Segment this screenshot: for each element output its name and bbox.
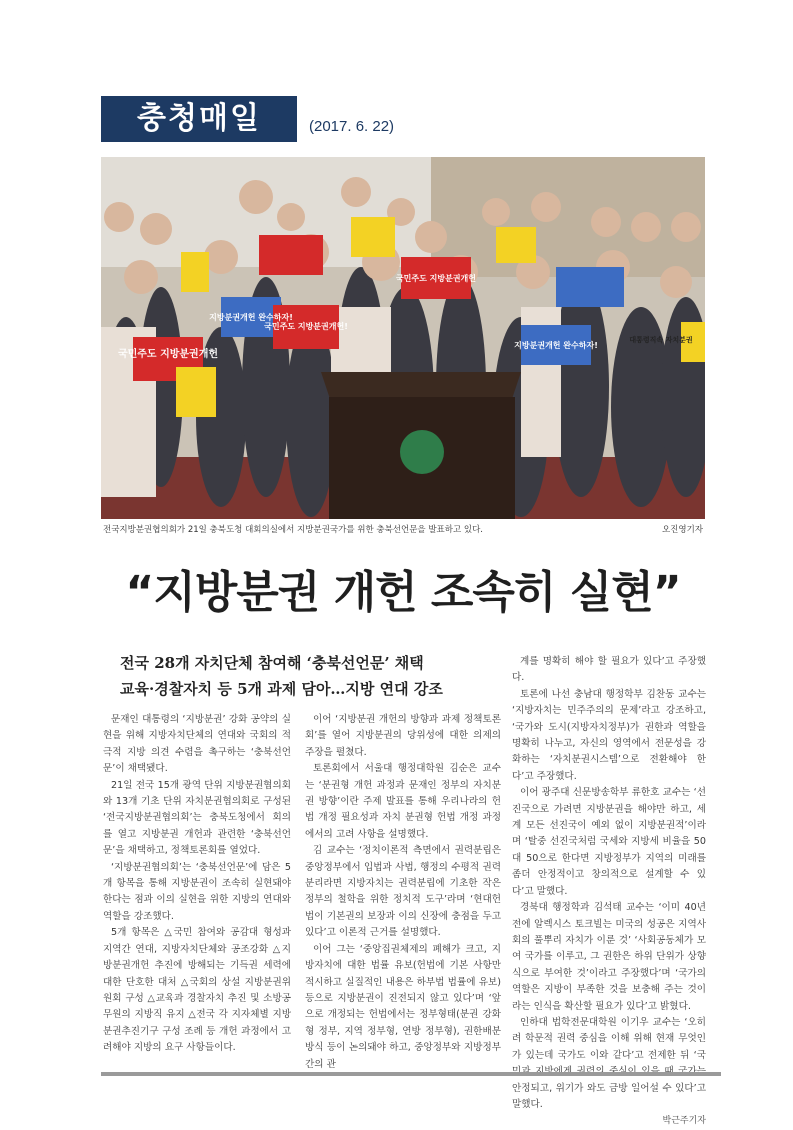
paragraph: 21일 전국 15개 광역 단위 지방분권협의회와 13개 기초 단위 자치분권협의회로 구성된 ‘전국지방분권협의회’는 충북도청에서 회의를 열고 지방분권 개헌과 관련한 ‘충북선언문’을 채택하고, 정책토론회를 열었다. <box>103 779 291 857</box>
paragraph: 계를 명확히 해야 할 필요가 있다’고 주장했다. <box>512 656 706 684</box>
article-column-2 <box>305 712 501 1073</box>
paragraph: ‘지방분권협의회’는 ‘충북선언문’에 담은 5개 항목을 통해 지방분권이 조속히 실현돼야 한다는 점과 이의 실현을 위한 지방의 연대와 역할을 강조했다. <box>103 861 291 922</box>
paragraph: 이어 광주대 신문방송학부 류한호 교수는 ‘선진국으로 가려면 지방분권을 해야만 하고, 세계 모든 선진국이 예외 없이 지방분권적’이라며 ‘탈중 선진국처럼 국세와 지방세 비율을 50대 50으로 한다면 지방정부가 지역의 미래를 좀더 안정적이고 창의적으로 설계할 수 있다’고 말했다. <box>512 787 706 897</box>
bottom-divider <box>101 1072 721 1076</box>
reporter-byline: 박근주기자 <box>662 1116 706 1127</box>
paragraph: 문재인 대통령의 ‘지방분권’ 강화 공약의 실현을 위해 지방자치단체의 연대와 국회의 적극적 지방 의견 수렴을 촉구하는 ‘충북선언문’이 채택됐다. <box>103 714 291 775</box>
caption-text: 전국지방분권협의회가 21일 충북도청 대회의실에서 지방분권국가를 위한 충북선언문을 발표하고 있다. <box>103 525 483 535</box>
subhead-line: 전국 28개 자치단체 참여해 ‘충북선언문’ 채택 <box>120 654 424 672</box>
placard-text: 국민주도 지방분권개헌! <box>264 322 348 331</box>
article-headline: “지방분권 개헌 조속히 실현” <box>125 567 681 618</box>
paragraph: 5개 항목은 △국민 참여와 공감대 형성과 지역간 연대, 지방자치단체와 공조강화 △지방분권개헌 추진에 방해되는 기득권 세력에 대한 단호한 대처 △국회의 상설 지방분권위원회 구성 △교육과 경찰자치 추진 및 소방공무원의 지방직 유지 △전국 각 지자체별 지방분권추진기구 구성 조례 등 개헌 과정에서 고려해야 지방의 요구 사항들이다. <box>103 927 291 1054</box>
paragraph: 이어 ‘지방분권 개헌의 방향과 과제 정책토론회’를 열어 지방분권의 당위성에 대한 의제의 주장을 펼쳤다. <box>305 714 501 758</box>
article-subhead <box>120 650 520 702</box>
placard-text: 대통령직속 자치분권 <box>629 336 693 344</box>
paragraph: 인하대 법학전문대학원 이기우 교수는 ‘오히려 학문적 권력 중심을 이해 위해 현재 무엇인가 있는데 국가도 이와 같다’고 전제한 뒤 ‘국 안정되고, 위기가 와도 금방 일어설 수 있다’고 말했다. <box>512 1016 706 1110</box>
paragraph: 김 교수는 ‘정치이론적 측면에서 권력분립은 중앙정부에서 입법과 사법, 행정의 수평적 권력분리라면 지방자치는 권력분립에 기초한 작은 정부의 철학을 위한 정치적 도구’라며 ‘현대헌법이 기본권의 보장과 이의 신장에 충점을 두고 있다’고 이론적 근거를 설명했다. <box>305 845 501 939</box>
placard-text: 국민주도 지방분권개헌 <box>395 274 477 283</box>
subhead-line: 교육·경찰자치 등 5개 과제 담아…지방 연대 강조 <box>120 680 443 698</box>
placard-text: 국민주도 지방분권개헌 <box>117 349 219 360</box>
placard-text: 지방분권개헌 완수하자! <box>209 313 293 322</box>
article-column-3 <box>512 654 706 1130</box>
news-photo <box>101 157 705 519</box>
publication-date: (2017. 6. 22) <box>309 118 395 135</box>
paragraph: 토론회에서 서울대 행정대학원 김순은 교수는 ‘분권형 개헌 과정과 문재인 정부의 자치분권 방향’이란 주제 발표를 통해 우리나라의 헌법 개정 필요성과 자치 분권형 헌법 개정 과정에서의 고려 사항을 설명했다. <box>305 763 501 840</box>
newspaper-logo: 충청매일 <box>101 96 297 142</box>
photo-credit: 오진영기자 <box>661 525 703 535</box>
placard-text: 지방분권개헌 완수하자! <box>514 341 598 350</box>
paragraph: 이어 그는 ‘중앙집권체제의 폐해가 크고, 지방자치에 대한 법률 유보(헌법에 기본 사항만 적시하고 실질적인 내용은 하부법 법률에 유보) 등으로 지방분권이 진전되지 않고 있다’며 ‘앞으로 개정되는 헌법에서는 정부형태(분권 강화형 정부, 지역 정부형, 연방 정부형), 권한배분 방식 등이 논의돼야 하고, 중앙정부와 지방정부 간의 관 <box>305 943 501 1070</box>
paragraph: 토론에 나선 충남대 행정학부 김찬동 교수는 ‘지방자치는 민주주의의 문제’라고 강조하고, ‘국가와 도시(지방자치정부)가 권한과 역할을 명확히 나누고, 자신의 영역에서 전문성을 강화하는 ‘자치분권시스템’으로 전환해야 한다’고 주장했다. <box>512 688 706 782</box>
paragraph: 경북대 행정학과 김석태 교수는 ‘이미 40년전에 알렉시스 토크빌는 미국의 성공은 지역사회의 풀뿌리 자치가 이룬 것’ ‘사회공동체가 모여 국가를 이루고, 그 권한은 하위 단위가 상향식으로 부여한 것’이라고 주장했다’며 ‘국가의 역할은 지방이 부족한 것을 보충해 주는 것이라는 인식을 확산할 필요가 있다’고 밝혔다. <box>512 902 706 1012</box>
article-column-1 <box>103 712 291 1057</box>
